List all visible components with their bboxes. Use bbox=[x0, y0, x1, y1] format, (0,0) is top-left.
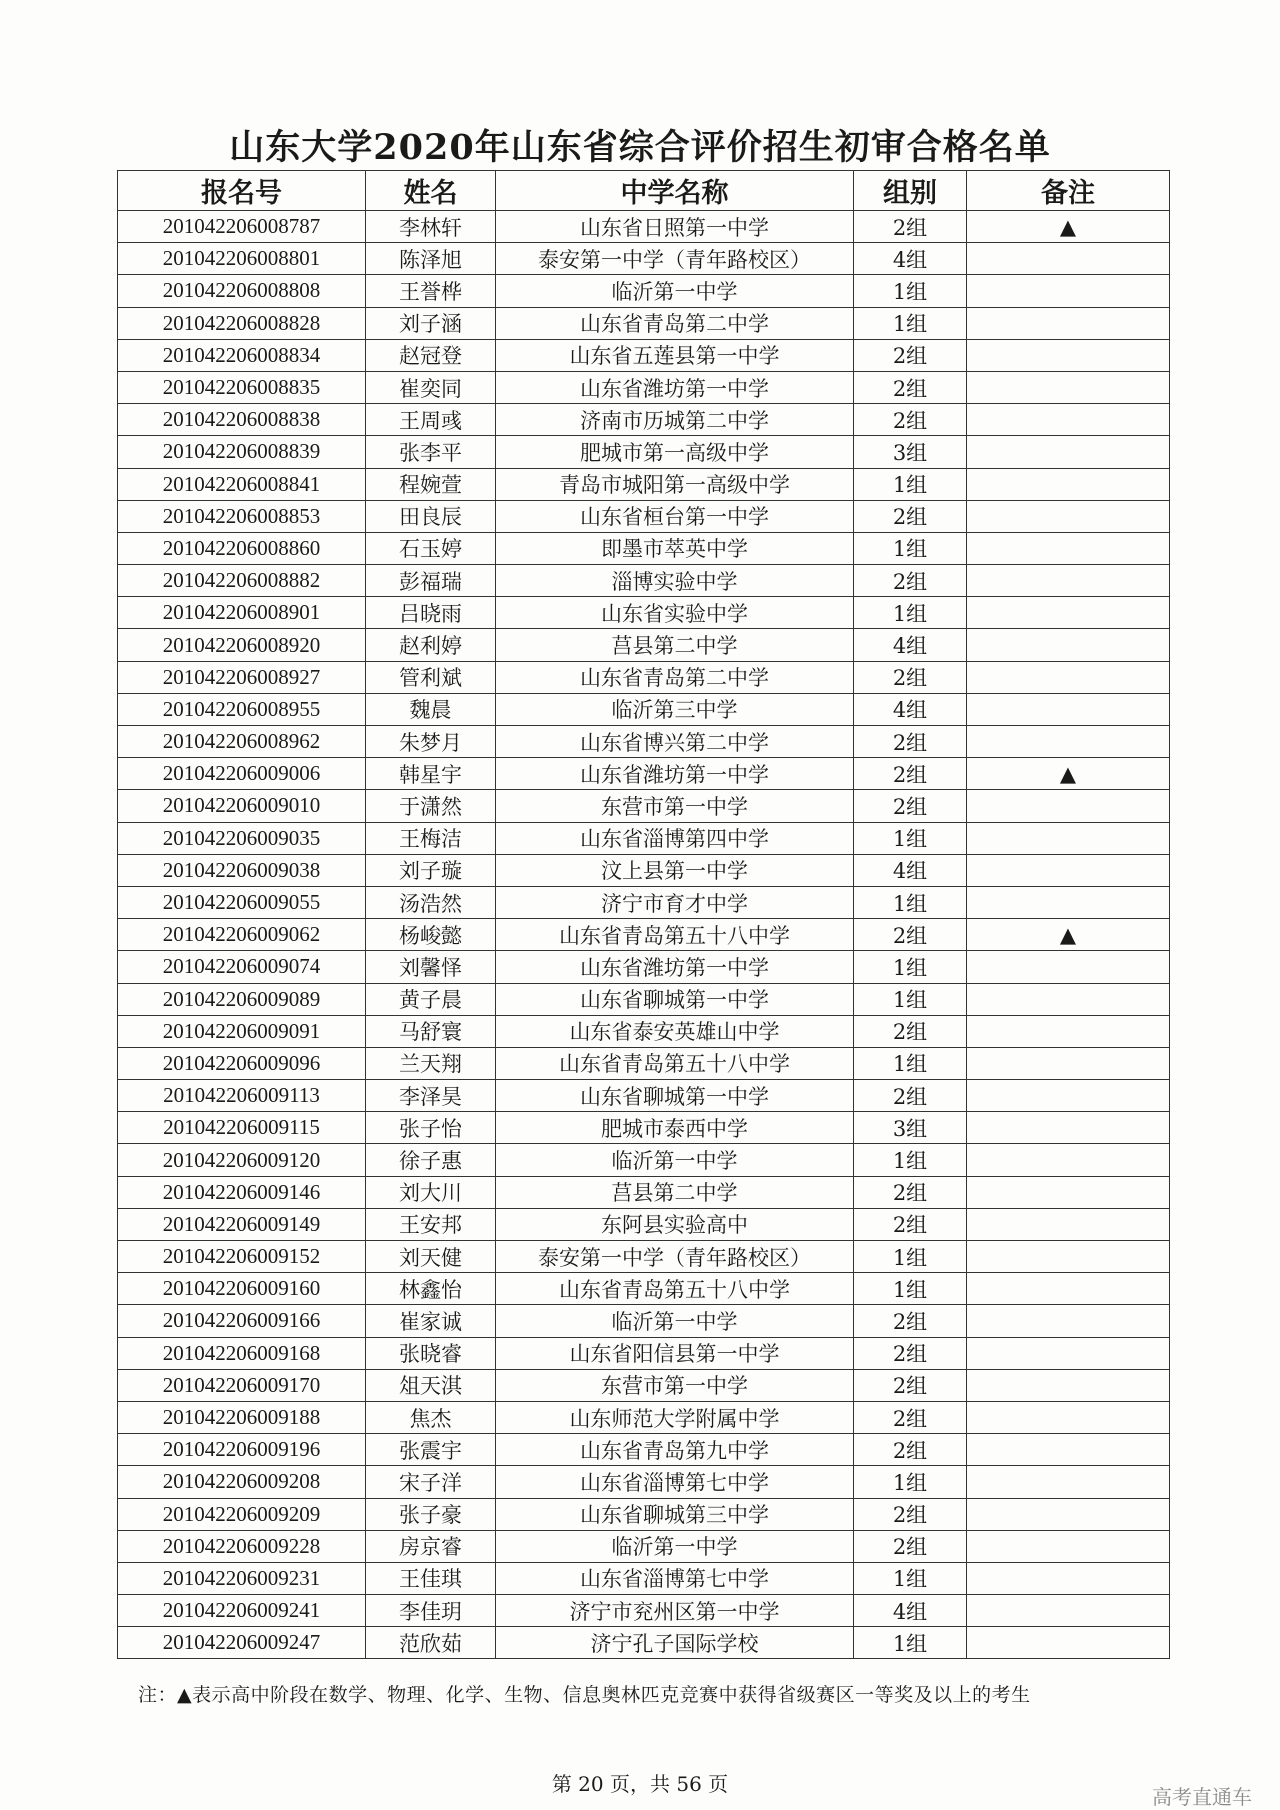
cell-registration-no: 201042206009231 bbox=[118, 1562, 366, 1594]
cell-group: 4组 bbox=[854, 629, 967, 661]
cell-name: 林鑫怡 bbox=[366, 1273, 496, 1305]
cell-remark bbox=[967, 1015, 1170, 1047]
cell-name: 张李平 bbox=[366, 436, 496, 468]
cell-name: 王周彧 bbox=[366, 404, 496, 436]
cell-registration-no: 201042206009228 bbox=[118, 1530, 366, 1562]
cell-school: 山东省聊城第一中学 bbox=[496, 1080, 854, 1112]
cell-name: 李佳玥 bbox=[366, 1595, 496, 1627]
cell-school: 东阿县实验高中 bbox=[496, 1208, 854, 1240]
cell-remark bbox=[967, 1530, 1170, 1562]
cell-group: 2组 bbox=[854, 919, 967, 951]
cell-group: 2组 bbox=[854, 1369, 967, 1401]
cell-remark bbox=[967, 790, 1170, 822]
cell-name: 刘天健 bbox=[366, 1241, 496, 1273]
cell-registration-no: 201042206009208 bbox=[118, 1466, 366, 1498]
cell-school: 临沂第一中学 bbox=[496, 1530, 854, 1562]
cell-name: 张子怡 bbox=[366, 1112, 496, 1144]
cell-remark bbox=[967, 693, 1170, 725]
cell-remark bbox=[967, 1466, 1170, 1498]
cell-group: 1组 bbox=[854, 1273, 967, 1305]
table-row bbox=[118, 565, 1170, 597]
cell-registration-no: 201042206009089 bbox=[118, 983, 366, 1015]
cell-remark bbox=[967, 1112, 1170, 1144]
table-row bbox=[118, 1015, 1170, 1047]
cell-registration-no: 201042206009055 bbox=[118, 886, 366, 918]
cell-group: 2组 bbox=[854, 790, 967, 822]
cell-school: 济宁市育才中学 bbox=[496, 886, 854, 918]
table-row bbox=[118, 500, 1170, 532]
cell-name: 张震宇 bbox=[366, 1434, 496, 1466]
cell-name: 徐子惠 bbox=[366, 1144, 496, 1176]
cell-school: 淄博实验中学 bbox=[496, 565, 854, 597]
cell-registration-no: 201042206009115 bbox=[118, 1112, 366, 1144]
cell-name: 朱梦月 bbox=[366, 726, 496, 758]
cell-name: 魏晨 bbox=[366, 693, 496, 725]
table-row bbox=[118, 1530, 1170, 1562]
cell-registration-no: 201042206008920 bbox=[118, 629, 366, 661]
cell-name: 石玉婷 bbox=[366, 532, 496, 564]
table-row bbox=[118, 886, 1170, 918]
cell-registration-no: 201042206009170 bbox=[118, 1369, 366, 1401]
cell-remark bbox=[967, 436, 1170, 468]
table-row bbox=[118, 1144, 1170, 1176]
column-header-name: 姓名 bbox=[366, 171, 496, 211]
table-row bbox=[118, 404, 1170, 436]
cell-group: 4组 bbox=[854, 854, 967, 886]
table-row bbox=[118, 951, 1170, 983]
cell-registration-no: 201042206009188 bbox=[118, 1401, 366, 1433]
cell-group: 1组 bbox=[854, 983, 967, 1015]
cell-school: 山东省青岛第二中学 bbox=[496, 307, 854, 339]
column-header-school: 中学名称 bbox=[496, 171, 854, 211]
table-row bbox=[118, 532, 1170, 564]
cell-name: 俎天淇 bbox=[366, 1369, 496, 1401]
cell-school: 即墨市萃英中学 bbox=[496, 532, 854, 564]
cell-registration-no: 201042206009149 bbox=[118, 1208, 366, 1240]
table-row bbox=[118, 1595, 1170, 1627]
cell-registration-no: 201042206009096 bbox=[118, 1047, 366, 1079]
cell-name: 刘子璇 bbox=[366, 854, 496, 886]
cell-registration-no: 201042206008955 bbox=[118, 693, 366, 725]
cell-remark bbox=[967, 1144, 1170, 1176]
page-title: 山东大学2020年山东省综合评价招生初审合格名单 bbox=[229, 127, 1051, 168]
cell-school: 泰安第一中学（青年路校区） bbox=[496, 243, 854, 275]
cell-remark bbox=[967, 1562, 1170, 1594]
cell-remark bbox=[967, 404, 1170, 436]
page-number: 第 20 页，共 56 页 bbox=[551, 1772, 729, 1796]
cell-name: 管利斌 bbox=[366, 661, 496, 693]
table-row bbox=[118, 1176, 1170, 1208]
cell-remark bbox=[967, 1627, 1170, 1659]
cell-remark bbox=[967, 243, 1170, 275]
cell-group: 1组 bbox=[854, 886, 967, 918]
cell-name: 陈泽旭 bbox=[366, 243, 496, 275]
cell-registration-no: 201042206008787 bbox=[118, 211, 366, 243]
cell-name: 田良辰 bbox=[366, 500, 496, 532]
table-row bbox=[118, 1627, 1170, 1659]
cell-remark bbox=[967, 1595, 1170, 1627]
cell-group: 2组 bbox=[854, 758, 967, 790]
cell-registration-no: 201042206009010 bbox=[118, 790, 366, 822]
cell-registration-no: 201042206009035 bbox=[118, 822, 366, 854]
cell-name: 焦杰 bbox=[366, 1401, 496, 1433]
cell-registration-no: 201042206009196 bbox=[118, 1434, 366, 1466]
cell-remark bbox=[967, 1337, 1170, 1369]
table-row bbox=[118, 1241, 1170, 1273]
cell-group: 1组 bbox=[854, 1562, 967, 1594]
cell-group: 1组 bbox=[854, 532, 967, 564]
cell-school: 山东师范大学附属中学 bbox=[496, 1401, 854, 1433]
table-row bbox=[118, 1208, 1170, 1240]
cell-name: 张晓睿 bbox=[366, 1337, 496, 1369]
cell-registration-no: 201042206009091 bbox=[118, 1015, 366, 1047]
column-header-group: 组别 bbox=[854, 171, 967, 211]
table-row bbox=[118, 371, 1170, 403]
cell-group: 2组 bbox=[854, 661, 967, 693]
cell-school: 东营市第一中学 bbox=[496, 790, 854, 822]
cell-name: 程婉萱 bbox=[366, 468, 496, 500]
column-header-registration-no: 报名号 bbox=[118, 171, 366, 211]
cell-name: 赵冠登 bbox=[366, 339, 496, 371]
cell-group: 2组 bbox=[854, 565, 967, 597]
cell-remark bbox=[967, 500, 1170, 532]
cell-remark bbox=[967, 597, 1170, 629]
cell-school: 肥城市第一高级中学 bbox=[496, 436, 854, 468]
watermark: 高考直通车 bbox=[1152, 1785, 1252, 1809]
cell-remark bbox=[967, 532, 1170, 564]
cell-registration-no: 201042206008801 bbox=[118, 243, 366, 275]
footnote: 注：▲表示高中阶段在数学、物理、化学、生物、信息奥林匹克竞赛中获得省级赛区一等奖及以上的考生 bbox=[138, 1684, 1031, 1706]
cell-registration-no: 201042206009074 bbox=[118, 951, 366, 983]
cell-registration-no: 201042206009166 bbox=[118, 1305, 366, 1337]
cell-remark bbox=[967, 983, 1170, 1015]
table-row bbox=[118, 854, 1170, 886]
cell-school: 山东省青岛第五十八中学 bbox=[496, 1047, 854, 1079]
cell-name: 王誉桦 bbox=[366, 275, 496, 307]
cell-school: 青岛市城阳第一高级中学 bbox=[496, 468, 854, 500]
award-marker: ▲ bbox=[967, 211, 1170, 243]
cell-group: 1组 bbox=[854, 822, 967, 854]
cell-group: 2组 bbox=[854, 726, 967, 758]
cell-group: 1组 bbox=[854, 1466, 967, 1498]
cell-name: 于潇然 bbox=[366, 790, 496, 822]
cell-registration-no: 201042206008828 bbox=[118, 307, 366, 339]
cell-school: 山东省青岛第二中学 bbox=[496, 661, 854, 693]
cell-remark bbox=[967, 307, 1170, 339]
cell-registration-no: 201042206009062 bbox=[118, 919, 366, 951]
cell-group: 2组 bbox=[854, 404, 967, 436]
cell-registration-no: 201042206008860 bbox=[118, 532, 366, 564]
cell-remark bbox=[967, 1434, 1170, 1466]
cell-group: 1组 bbox=[854, 951, 967, 983]
cell-school: 济南市历城第二中学 bbox=[496, 404, 854, 436]
cell-school: 山东省五莲县第一中学 bbox=[496, 339, 854, 371]
cell-registration-no: 201042206008841 bbox=[118, 468, 366, 500]
table-row bbox=[118, 629, 1170, 661]
table-row bbox=[118, 1337, 1170, 1369]
cell-group: 1组 bbox=[854, 275, 967, 307]
cell-school: 山东省淄博第七中学 bbox=[496, 1466, 854, 1498]
cell-school: 临沂第三中学 bbox=[496, 693, 854, 725]
table-row bbox=[118, 822, 1170, 854]
table-row bbox=[118, 983, 1170, 1015]
cell-registration-no: 201042206008853 bbox=[118, 500, 366, 532]
cell-group: 2组 bbox=[854, 1176, 967, 1208]
cell-name: 王佳琪 bbox=[366, 1562, 496, 1594]
cell-school: 山东省阳信县第一中学 bbox=[496, 1337, 854, 1369]
cell-school: 济宁市兖州区第一中学 bbox=[496, 1595, 854, 1627]
cell-group: 2组 bbox=[854, 1305, 967, 1337]
cell-name: 兰天翔 bbox=[366, 1047, 496, 1079]
table-row bbox=[118, 1434, 1170, 1466]
table-body bbox=[118, 211, 1170, 1659]
cell-registration-no: 201042206008927 bbox=[118, 661, 366, 693]
cell-remark bbox=[967, 1305, 1170, 1337]
cell-name: 韩星宇 bbox=[366, 758, 496, 790]
table-header-row bbox=[118, 171, 1170, 211]
cell-name: 王安邦 bbox=[366, 1208, 496, 1240]
cell-remark bbox=[967, 565, 1170, 597]
cell-group: 2组 bbox=[854, 500, 967, 532]
cell-registration-no: 201042206008901 bbox=[118, 597, 366, 629]
cell-school: 济宁孔子国际学校 bbox=[496, 1627, 854, 1659]
cell-name: 杨峻懿 bbox=[366, 919, 496, 951]
table-row bbox=[118, 243, 1170, 275]
cell-name: 赵利婷 bbox=[366, 629, 496, 661]
cell-registration-no: 201042206009160 bbox=[118, 1273, 366, 1305]
cell-school: 山东省聊城第三中学 bbox=[496, 1498, 854, 1530]
cell-remark bbox=[967, 1369, 1170, 1401]
cell-school: 山东省青岛第九中学 bbox=[496, 1434, 854, 1466]
cell-school: 泰安第一中学（青年路校区） bbox=[496, 1241, 854, 1273]
cell-group: 1组 bbox=[854, 468, 967, 500]
cell-school: 临沂第一中学 bbox=[496, 275, 854, 307]
award-marker: ▲ bbox=[967, 758, 1170, 790]
cell-remark bbox=[967, 1176, 1170, 1208]
cell-remark bbox=[967, 886, 1170, 918]
cell-registration-no: 201042206008962 bbox=[118, 726, 366, 758]
cell-remark bbox=[967, 1401, 1170, 1433]
cell-group: 4组 bbox=[854, 1595, 967, 1627]
table-row bbox=[118, 661, 1170, 693]
cell-registration-no: 201042206009113 bbox=[118, 1080, 366, 1112]
cell-school: 山东省淄博第四中学 bbox=[496, 822, 854, 854]
cell-group: 2组 bbox=[854, 1498, 967, 1530]
table-row bbox=[118, 1562, 1170, 1594]
cell-school: 山东省日照第一中学 bbox=[496, 211, 854, 243]
cell-registration-no: 201042206009146 bbox=[118, 1176, 366, 1208]
cell-group: 1组 bbox=[854, 1241, 967, 1273]
cell-school: 山东省青岛第五十八中学 bbox=[496, 1273, 854, 1305]
table-row bbox=[118, 436, 1170, 468]
cell-group: 3组 bbox=[854, 1112, 967, 1144]
cell-group: 2组 bbox=[854, 1080, 967, 1112]
cell-group: 1组 bbox=[854, 1627, 967, 1659]
cell-registration-no: 201042206008839 bbox=[118, 436, 366, 468]
cell-group: 1组 bbox=[854, 1047, 967, 1079]
cell-registration-no: 201042206009006 bbox=[118, 758, 366, 790]
table-row bbox=[118, 211, 1170, 243]
cell-remark bbox=[967, 1047, 1170, 1079]
cell-name: 宋子洋 bbox=[366, 1466, 496, 1498]
table-row bbox=[118, 597, 1170, 629]
cell-name: 刘子涵 bbox=[366, 307, 496, 339]
cell-name: 刘大川 bbox=[366, 1176, 496, 1208]
cell-name: 王梅洁 bbox=[366, 822, 496, 854]
cell-registration-no: 201042206009241 bbox=[118, 1595, 366, 1627]
cell-name: 范欣茹 bbox=[366, 1627, 496, 1659]
cell-school: 山东省潍坊第一中学 bbox=[496, 371, 854, 403]
cell-registration-no: 201042206009038 bbox=[118, 854, 366, 886]
cell-remark bbox=[967, 854, 1170, 886]
admission-table bbox=[117, 170, 1170, 1659]
cell-group: 4组 bbox=[854, 693, 967, 725]
table-row bbox=[118, 468, 1170, 500]
cell-school: 临沂第一中学 bbox=[496, 1144, 854, 1176]
table-row bbox=[118, 1305, 1170, 1337]
cell-group: 2组 bbox=[854, 1015, 967, 1047]
cell-school: 肥城市泰西中学 bbox=[496, 1112, 854, 1144]
cell-group: 2组 bbox=[854, 1434, 967, 1466]
table-row bbox=[118, 1047, 1170, 1079]
cell-name: 刘馨怿 bbox=[366, 951, 496, 983]
cell-remark bbox=[967, 726, 1170, 758]
table-row bbox=[118, 339, 1170, 371]
cell-remark bbox=[967, 1273, 1170, 1305]
cell-school: 山东省潍坊第一中学 bbox=[496, 951, 854, 983]
cell-school: 山东省博兴第二中学 bbox=[496, 726, 854, 758]
cell-school: 莒县第二中学 bbox=[496, 1176, 854, 1208]
award-marker: ▲ bbox=[967, 919, 1170, 951]
cell-remark bbox=[967, 661, 1170, 693]
cell-remark bbox=[967, 1241, 1170, 1273]
table-row bbox=[118, 790, 1170, 822]
cell-name: 崔家诚 bbox=[366, 1305, 496, 1337]
cell-remark bbox=[967, 951, 1170, 983]
cell-group: 4组 bbox=[854, 243, 967, 275]
table-row bbox=[118, 307, 1170, 339]
cell-registration-no: 201042206008882 bbox=[118, 565, 366, 597]
table-row bbox=[118, 1273, 1170, 1305]
cell-registration-no: 201042206009247 bbox=[118, 1627, 366, 1659]
cell-name: 李林轩 bbox=[366, 211, 496, 243]
cell-registration-no: 201042206008834 bbox=[118, 339, 366, 371]
cell-registration-no: 201042206009168 bbox=[118, 1337, 366, 1369]
table-row bbox=[118, 1112, 1170, 1144]
cell-group: 2组 bbox=[854, 211, 967, 243]
cell-group: 2组 bbox=[854, 1530, 967, 1562]
table-row bbox=[118, 275, 1170, 307]
cell-remark bbox=[967, 1208, 1170, 1240]
table-row bbox=[118, 1080, 1170, 1112]
cell-registration-no: 201042206008838 bbox=[118, 404, 366, 436]
cell-remark bbox=[967, 371, 1170, 403]
cell-registration-no: 201042206008808 bbox=[118, 275, 366, 307]
cell-group: 2组 bbox=[854, 1337, 967, 1369]
cell-group: 2组 bbox=[854, 339, 967, 371]
table-row bbox=[118, 1401, 1170, 1433]
cell-group: 1组 bbox=[854, 1144, 967, 1176]
table-row bbox=[118, 758, 1170, 790]
cell-group: 2组 bbox=[854, 1401, 967, 1433]
cell-school: 汶上县第一中学 bbox=[496, 854, 854, 886]
cell-name: 崔奕同 bbox=[366, 371, 496, 403]
table-row bbox=[118, 1466, 1170, 1498]
cell-remark bbox=[967, 339, 1170, 371]
cell-school: 山东省潍坊第一中学 bbox=[496, 758, 854, 790]
cell-group: 3组 bbox=[854, 436, 967, 468]
table-row bbox=[118, 693, 1170, 725]
cell-group: 2组 bbox=[854, 1208, 967, 1240]
cell-registration-no: 201042206009209 bbox=[118, 1498, 366, 1530]
cell-remark bbox=[967, 822, 1170, 854]
cell-name: 张子豪 bbox=[366, 1498, 496, 1530]
cell-name: 马舒寰 bbox=[366, 1015, 496, 1047]
cell-group: 1组 bbox=[854, 597, 967, 629]
cell-remark bbox=[967, 468, 1170, 500]
table-row bbox=[118, 1369, 1170, 1401]
cell-school: 山东省桓台第一中学 bbox=[496, 500, 854, 532]
cell-school: 山东省泰安英雄山中学 bbox=[496, 1015, 854, 1047]
cell-group: 2组 bbox=[854, 371, 967, 403]
cell-remark bbox=[967, 629, 1170, 661]
table-row bbox=[118, 1498, 1170, 1530]
column-header-remark: 备注 bbox=[967, 171, 1170, 211]
cell-name: 汤浩然 bbox=[366, 886, 496, 918]
cell-remark bbox=[967, 1080, 1170, 1112]
cell-name: 李泽昊 bbox=[366, 1080, 496, 1112]
cell-school: 莒县第二中学 bbox=[496, 629, 854, 661]
cell-name: 房京睿 bbox=[366, 1530, 496, 1562]
cell-remark bbox=[967, 1498, 1170, 1530]
cell-registration-no: 201042206009120 bbox=[118, 1144, 366, 1176]
cell-remark bbox=[967, 275, 1170, 307]
table-row bbox=[118, 726, 1170, 758]
cell-name: 吕晓雨 bbox=[366, 597, 496, 629]
cell-school: 山东省淄博第七中学 bbox=[496, 1562, 854, 1594]
table-row bbox=[118, 919, 1170, 951]
cell-name: 彭福瑞 bbox=[366, 565, 496, 597]
cell-school: 东营市第一中学 bbox=[496, 1369, 854, 1401]
cell-group: 1组 bbox=[854, 307, 967, 339]
cell-school: 临沂第一中学 bbox=[496, 1305, 854, 1337]
cell-name: 黄子晨 bbox=[366, 983, 496, 1015]
cell-school: 山东省聊城第一中学 bbox=[496, 983, 854, 1015]
cell-school: 山东省青岛第五十八中学 bbox=[496, 919, 854, 951]
cell-school: 山东省实验中学 bbox=[496, 597, 854, 629]
cell-registration-no: 201042206009152 bbox=[118, 1241, 366, 1273]
cell-registration-no: 201042206008835 bbox=[118, 371, 366, 403]
